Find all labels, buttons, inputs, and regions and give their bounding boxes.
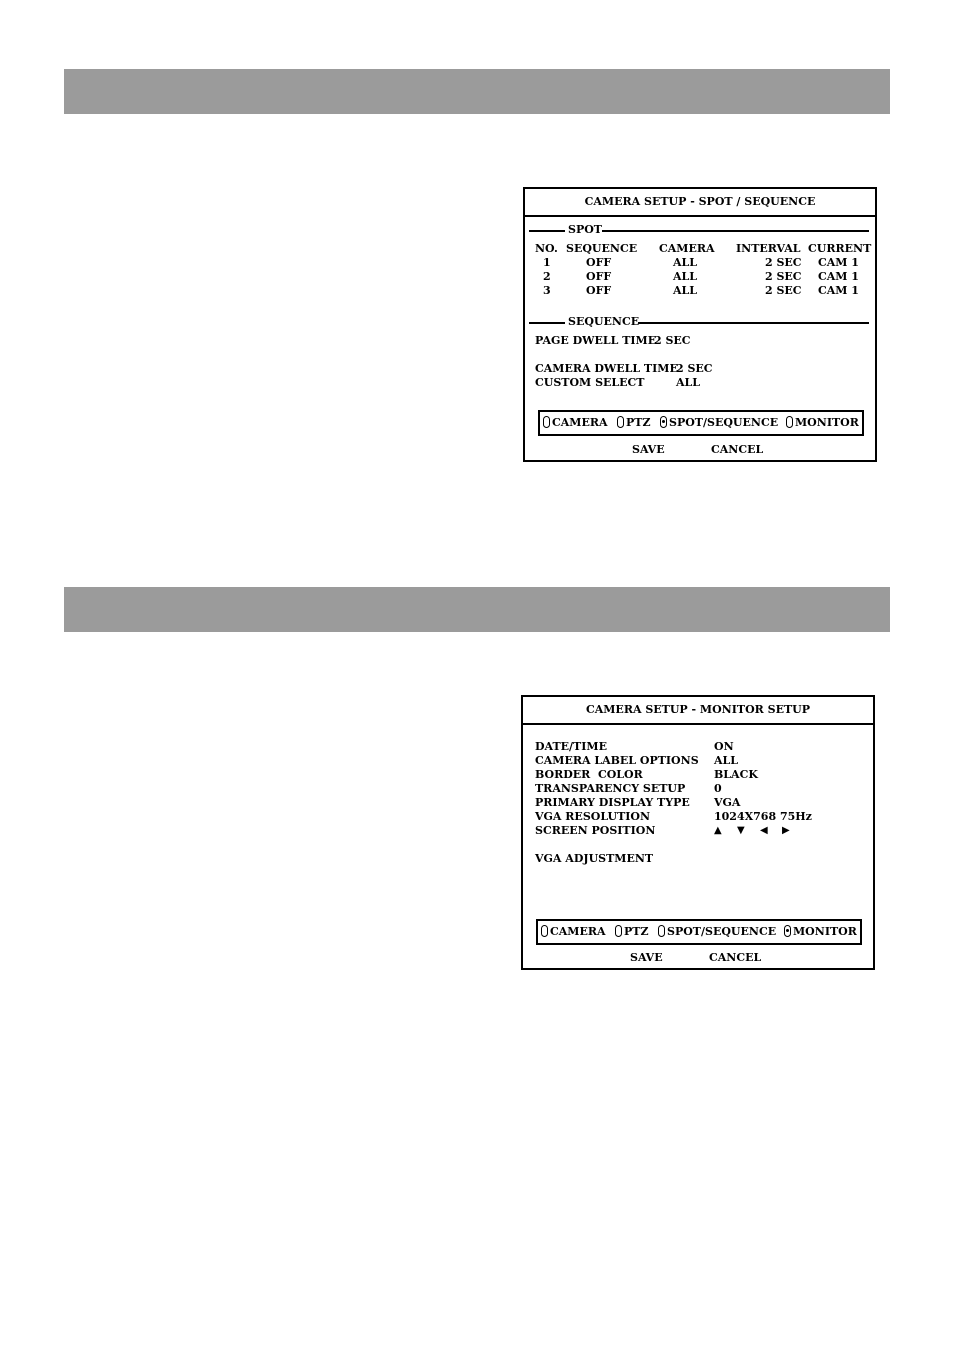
setting-screen-position-label: SCREEN POSITION [535,824,656,837]
setting-camera-label-options-label: CAMERA LABEL OPTIONS [535,754,699,767]
tab-ptz[interactable] [615,925,649,939]
setting-camera-label-options-value[interactable]: ALL [714,754,739,767]
tab-ptz[interactable] [617,416,651,430]
row-3-sequence[interactable]: OFF [586,284,612,297]
spot-section-label: SPOT [568,223,602,236]
sequence-divider-right [638,322,869,324]
setting-primary-display-value[interactable]: VGA [714,796,741,809]
setting-transparency-value[interactable]: 0 [714,782,722,795]
tab-camera-label: CAMERA [550,925,606,938]
spot-sequence-dialog [523,187,877,462]
setting-primary-display-label: PRIMARY DISPLAY TYPE [535,796,690,809]
spot-divider-left [529,230,565,232]
section-header-band-1 [64,69,890,114]
col-header-current: CURRENT [808,242,872,255]
tab-monitor-label: MONITOR [795,416,859,429]
tab-camera-label: CAMERA [552,416,608,429]
setting-date-time-label: DATE/TIME [535,740,607,753]
dialog-title: CAMERA SETUP - SPOT / SEQUENCE [525,189,875,217]
radio-selected-icon [660,416,667,428]
row-2-camera[interactable]: ALL [673,270,698,283]
setting-vga-resolution-value[interactable]: 1024X768 75Hz [714,810,812,823]
row-2-sequence[interactable]: OFF [586,270,612,283]
row-1-sequence[interactable]: OFF [586,256,612,269]
cancel-button[interactable]: CANCEL [711,443,764,456]
save-button[interactable]: SAVE [630,951,663,964]
tab-ptz-label: PTZ [624,925,649,938]
cancel-button[interactable]: CANCEL [709,951,762,964]
radio-icon [615,925,622,937]
col-header-no: NO. [535,242,558,255]
tab-monitor-label: MONITOR [793,925,857,938]
tab-monitor[interactable] [786,416,859,430]
radio-icon [543,416,550,428]
row-1-interval[interactable]: 2 SEC [765,256,802,269]
row-3-interval[interactable]: 2 SEC [765,284,802,297]
arrow-right-icon[interactable]: ▶ [782,825,790,836]
tab-ptz-label: PTZ [626,416,651,429]
camera-dwell-label: CAMERA DWELL TIME [535,362,678,375]
camera-dwell-value[interactable]: 2 SEC [676,362,713,375]
row-1-current[interactable]: CAM 1 [818,256,859,269]
tab-spot-sequence-label: SPOT/SEQUENCE [667,925,777,938]
row-2-current[interactable]: CAM 1 [818,270,859,283]
col-header-interval: INTERVAL [736,242,801,255]
arrow-up-icon[interactable]: ▲ [714,825,722,836]
tab-spot-sequence-label: SPOT/SEQUENCE [669,416,779,429]
page-dwell-value[interactable]: 2 SEC [654,334,691,347]
radio-icon [617,416,624,428]
arrow-left-icon[interactable]: ◀ [760,825,768,836]
dialog-title: CAMERA SETUP - MONITOR SETUP [523,697,873,725]
tab-camera[interactable] [543,416,608,430]
radio-icon [786,416,793,428]
sequence-divider-left [529,322,565,324]
setting-border-color-value[interactable]: BLACK [714,768,758,781]
setting-vga-resolution-label: VGA RESOLUTION [535,810,651,823]
col-header-camera: CAMERA [659,242,715,255]
radio-selected-icon [784,925,791,937]
tab-camera[interactable] [541,925,606,939]
setting-date-time-value[interactable]: ON [714,740,734,753]
custom-select-value[interactable]: ALL [676,376,701,389]
row-2-no: 2 [543,270,551,283]
monitor-setup-dialog [521,695,875,970]
arrow-down-icon[interactable]: ▼ [737,825,745,836]
custom-select-label: CUSTOM SELECT [535,376,645,389]
setting-border-color-label: BORDER COLOR [535,768,643,781]
row-3-camera[interactable]: ALL [673,284,698,297]
tab-spot-sequence[interactable] [658,925,776,939]
vga-adjustment-item[interactable]: VGA ADJUSTMENT [535,852,654,865]
sequence-section-label: SEQUENCE [568,315,640,328]
row-3-no: 3 [543,284,551,297]
tab-spot-sequence[interactable] [660,416,778,430]
tab-monitor[interactable] [784,925,857,939]
setup-tab-bar [536,919,862,945]
setup-tab-bar [538,410,864,436]
page-dwell-label: PAGE DWELL TIME [535,334,657,347]
spot-divider-right [602,230,869,232]
section-header-band-2 [64,587,890,632]
col-header-sequence: SEQUENCE [566,242,638,255]
save-button[interactable]: SAVE [632,443,665,456]
setting-transparency-label: TRANSPARENCY SETUP [535,782,686,795]
row-1-no: 1 [543,256,551,269]
row-1-camera[interactable]: ALL [673,256,698,269]
row-3-current[interactable]: CAM 1 [818,284,859,297]
row-2-interval[interactable]: 2 SEC [765,270,802,283]
radio-icon [658,925,665,937]
radio-icon [541,925,548,937]
